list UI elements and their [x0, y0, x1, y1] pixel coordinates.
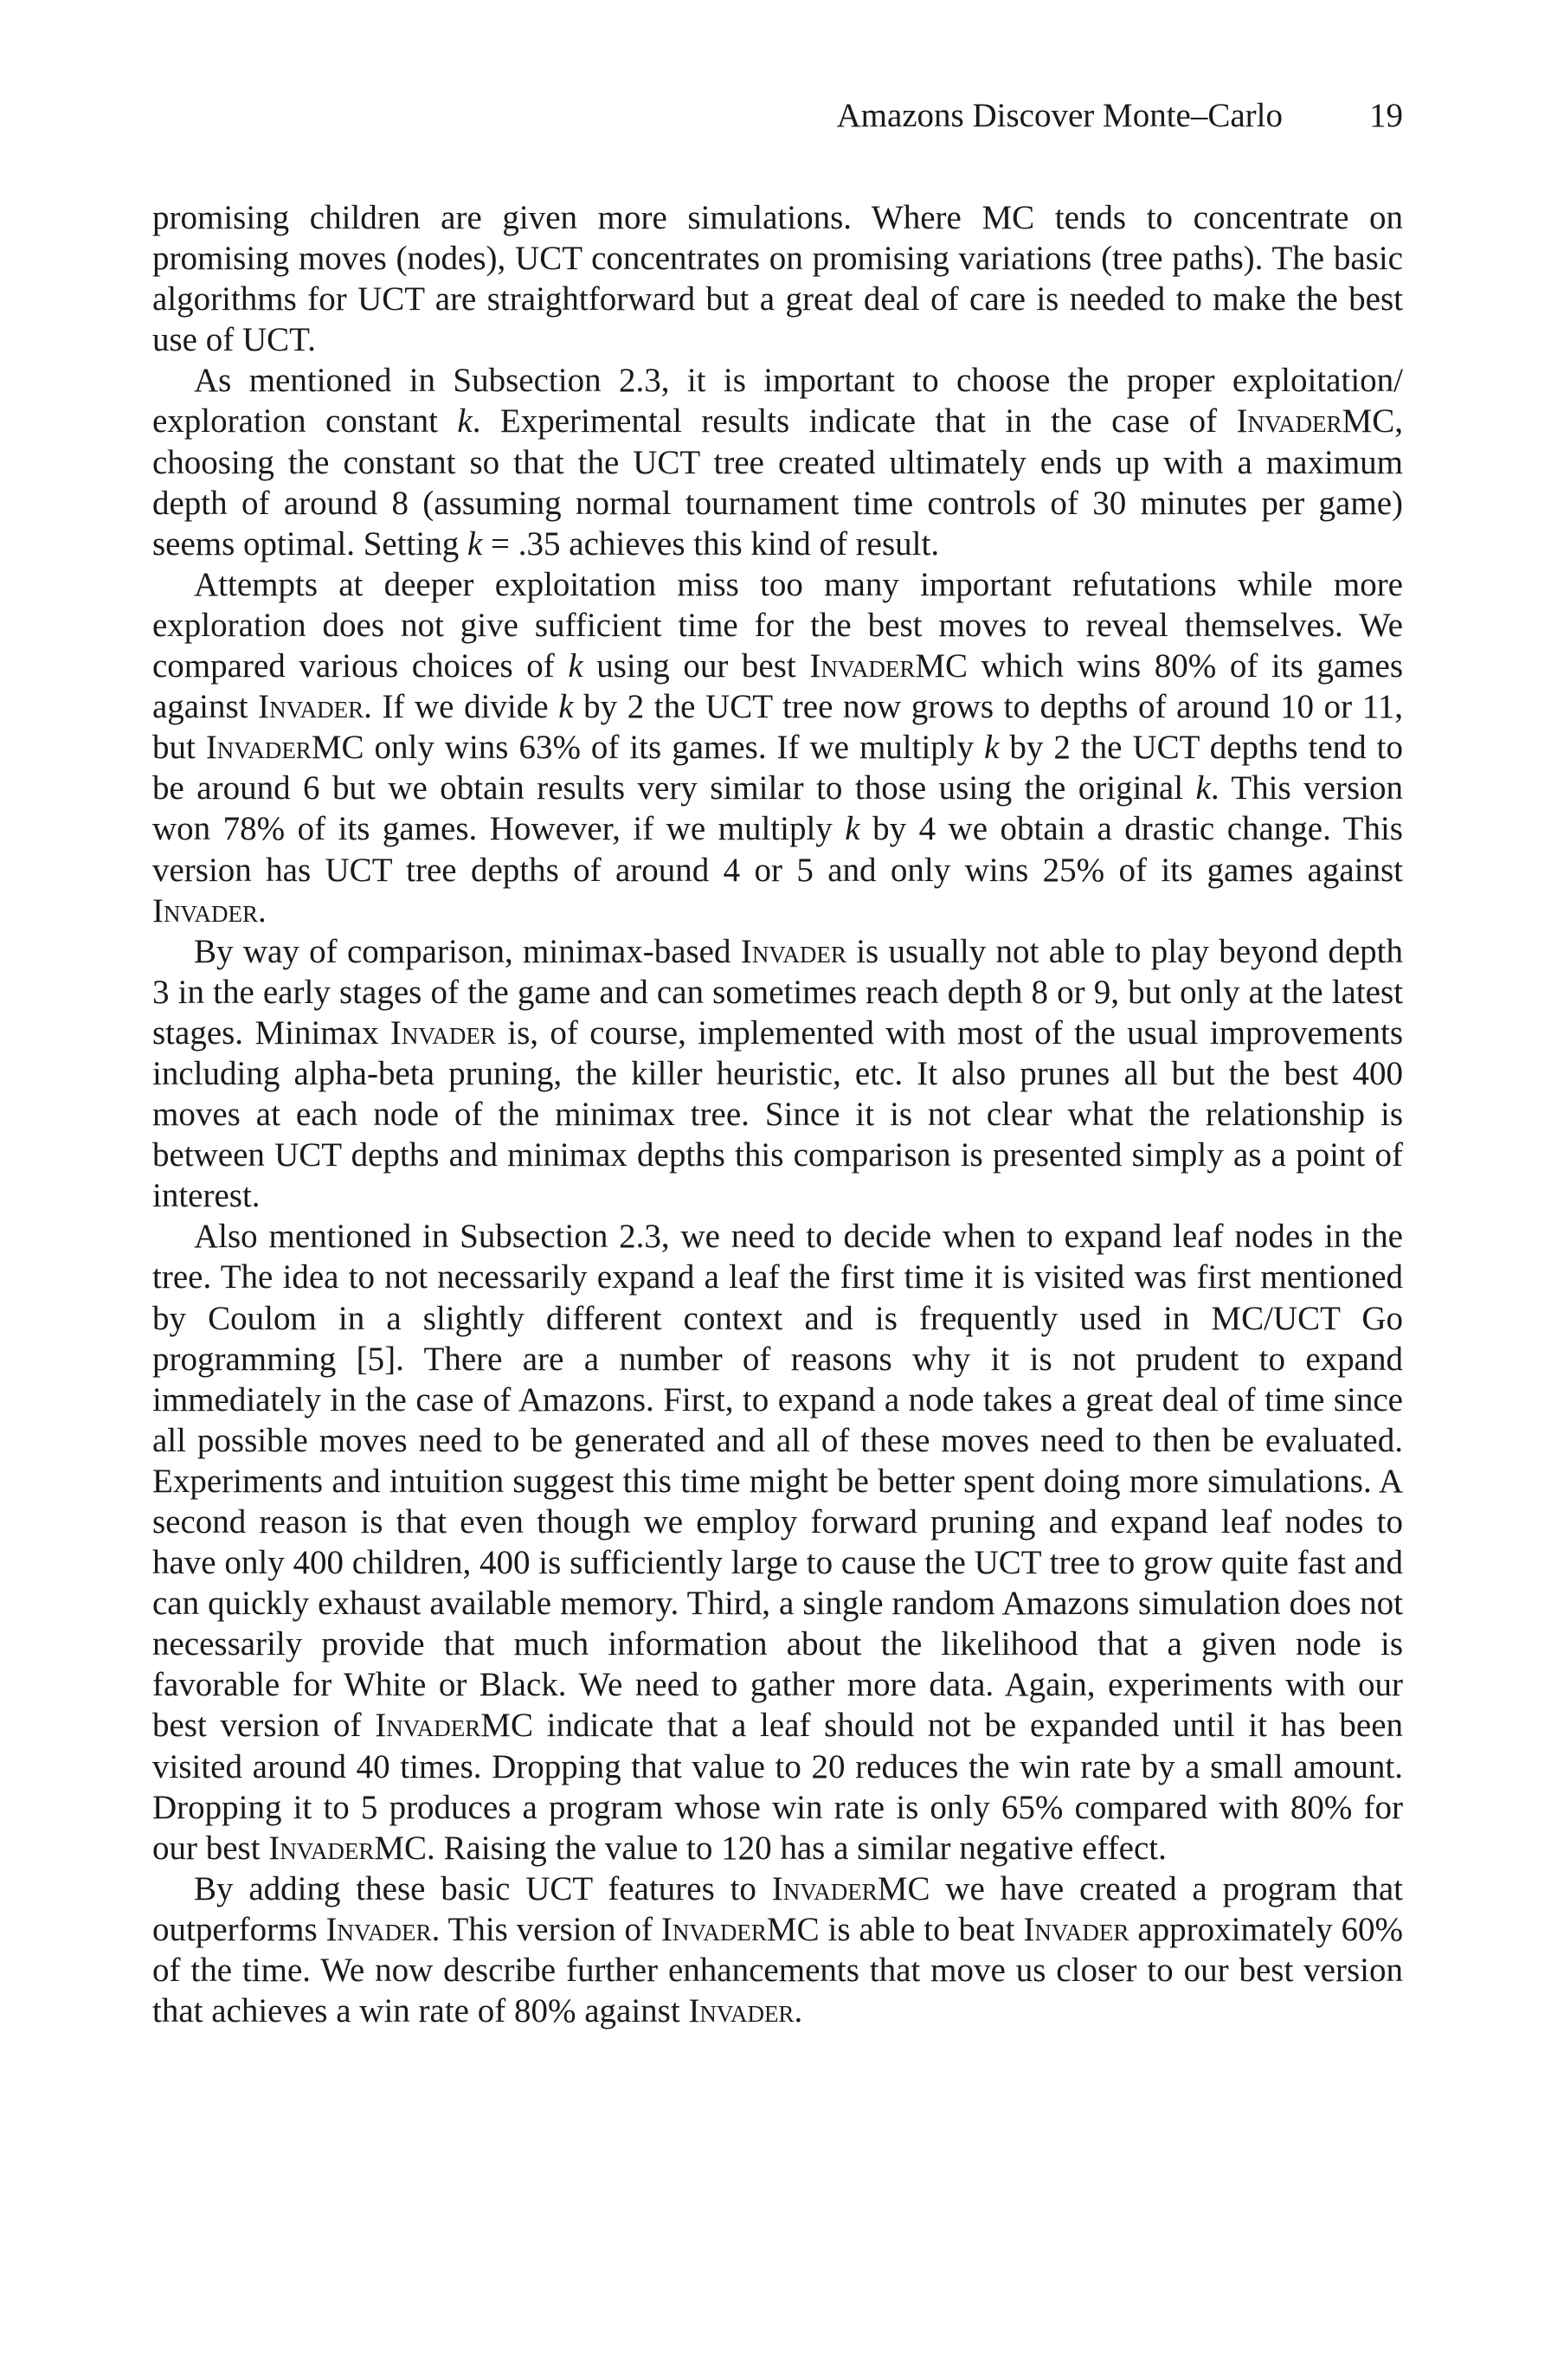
text-run: MC indicate that a leaf should not be expanded until it has been visited around 40 times. Dropping that value to 20 reduces the win rate by a small amount. Dropping it to 5 produces a program whose win rate is only 65% compared with 80% for our best [152, 1707, 1403, 1867]
program-name: Invader [205, 729, 312, 767]
text-run: MC which wins 80% of its games against [152, 647, 1403, 726]
page-number: 19 [1369, 97, 1403, 134]
text-run: MC, choosing the constant so that the UCT tree created ultimately ends up with a maximum depth of around 8 (assuming normal tournament time controls of 30 minutes per game) seems optimal. Setting [152, 402, 1403, 563]
text-run: . Experimental results indicate that in the case of [472, 402, 1237, 441]
running-title: Amazons Discover Monte–Carlo [836, 97, 1283, 134]
program-name: Invader [660, 1910, 767, 1948]
math-k: k [1195, 769, 1211, 807]
program-name: Invader [375, 1707, 481, 1745]
program-name: Invader [688, 1992, 795, 2030]
text-run: MC is able to beat [766, 1910, 1024, 1948]
paragraph-6 [152, 1869, 1403, 2031]
text-run: Attempts at deeper exploitation miss too many important refutations while more exploration does not give sufficient time for the best moves to reveal themselves. We compared various choices of [152, 565, 1403, 685]
text-run: By adding these basic UCT features to [194, 1869, 772, 1907]
text-run: . [258, 891, 267, 929]
paragraph-3 [152, 564, 1403, 931]
paragraph-4 [152, 931, 1403, 1217]
text-run: is usually not able to play beyond depth 3 in the early stages of the game and can sometimes reach depth 8 or 9, but only at the latest stages. Minimax [152, 932, 1403, 1052]
text-run: . If we divide [364, 688, 559, 726]
program-name: Invader [152, 891, 259, 929]
text-run: As mentioned in Subsection 2.3, it is important to choose the proper exploitation/ exploration constant [152, 362, 1403, 441]
text-run: = .35 achieves this kind of result. [482, 524, 940, 563]
text-run: approximately 60% of the time. We now describe further enhancements that move us closer to our best version that achieves a win rate of 80% against [152, 1910, 1404, 2030]
paragraph-5 [152, 1216, 1403, 1869]
math-k: k [845, 810, 860, 848]
text-run: . [794, 1992, 803, 2030]
text-run: promising children are given more simulations. Where MC tends to concentrate on promising moves (nodes), UCT concentrates on promising variations (tree paths). The basic algorithms for UCT are straightforward but a great deal of care is needed to make the best use of UCT. [152, 199, 1403, 359]
math-k: k [467, 524, 483, 563]
math-k: k [558, 688, 574, 726]
program-name: Invader [268, 1829, 375, 1867]
text-run: MC only wins 63% of its games. If we multiply [311, 729, 985, 767]
paragraph-2 [152, 360, 1403, 563]
body-text [152, 197, 1403, 2031]
text-run: . This version won 78% of its games. However, if we multiply [152, 769, 1403, 848]
program-name: Invader [740, 932, 846, 970]
program-name: Invader [258, 688, 364, 726]
text-run: . This version of [431, 1910, 661, 1948]
math-k: k [984, 729, 1000, 767]
text-run: By way of comparison, minimax-based [194, 932, 741, 970]
text-run: MC. Raising the value to 120 has a similar negative effect. [374, 1829, 1167, 1867]
text-run: by 2 the UCT depths tend to be around 6 but we obtain results very similar to those using the original [152, 729, 1403, 807]
text-run: using our best [582, 647, 810, 685]
program-name: Invader [325, 1910, 432, 1948]
text-run: by 2 the UCT tree now grows to depths of around 10 or 11, but [152, 688, 1404, 767]
program-name: Invader [809, 647, 916, 685]
running-head [152, 95, 1403, 137]
text-run: MC we have created a program that outperforms [152, 1869, 1403, 1948]
text-run: is, of course, implemented with most of the usual improvements including alpha-beta pruning, the killer heuristic, etc. It also prunes all but the best 400 moves at each node of the minimax tree. Since it is not clear what the relationship is between UCT depths and minimax depths this comparison is presented simply as a point of interest. [152, 1013, 1403, 1215]
program-name: Invader [771, 1869, 878, 1907]
text-run: by 4 we obtain a drastic change. This version has UCT tree depths of around 4 or 5 and only wins 25% of its games against [152, 810, 1403, 889]
text-run: Also mentioned in Subsection 2.3, we need to decide when to expand leaf nodes in the tree. The idea to not necessarily expand a leaf the first time it is visited was first mentioned by Coulom in a slightly different context and is frequently used in MC/UCT Go programming [5]. There are a number of reasons why it is not prudent to expand immediately in the case of Amazons. First, to expand a node takes a great deal of time since all possible moves need to be generated and all of these moves need to then be evaluated. Experiments and intuition suggest this time might be better spent doing more simulations. A second reason is that even though we employ forward pruning and expand leaf nodes to have only 400 children, 400 is sufficiently large to cause the UCT tree to grow quite fast and can quickly exhaust available memory. Third, a single random Amazons simulation does not necessarily provide that much information about the likelihood that a given node is favorable for White or Black. We need to gather more data. Again, experiments with our best version of [152, 1218, 1403, 1745]
program-name: Invader [1236, 402, 1342, 441]
math-k: k [457, 402, 473, 441]
math-k: k [568, 647, 583, 685]
program-name: Invader [389, 1013, 496, 1052]
program-name: Invader [1023, 1910, 1129, 1948]
paragraph-1 [152, 197, 1403, 360]
